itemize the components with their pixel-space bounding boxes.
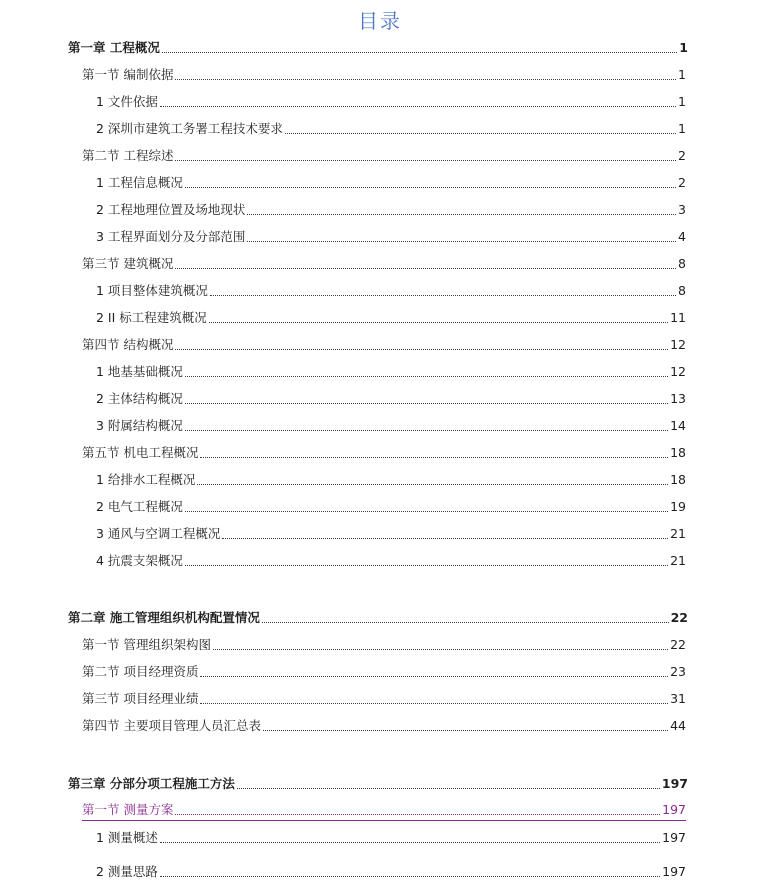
toc-entry-section[interactable]: [0, 689, 760, 709]
toc-entry-section-link[interactable]: [0, 801, 760, 821]
toc-page-number: 8: [678, 256, 686, 271]
toc-page-number: 11: [670, 310, 686, 325]
toc-label: 2 深圳市建筑工务署工程技术要求: [96, 121, 283, 136]
toc-entry-item[interactable]: [0, 524, 760, 544]
toc-leader: [222, 537, 668, 539]
toc-label: 1 地基基础概况: [96, 364, 183, 379]
toc-page-number: 2: [678, 148, 686, 163]
toc-entry-section[interactable]: [0, 716, 760, 736]
toc-label: 第二章 施工管理组织机构配置情况: [68, 610, 260, 625]
toc-leader: [209, 321, 668, 323]
toc-entry-section[interactable]: [0, 635, 760, 655]
toc-leader: [247, 213, 676, 215]
toc-label: 2 电气工程概况: [96, 499, 183, 514]
toc-leader: [175, 78, 676, 80]
toc-label: 2 测量思路: [96, 864, 158, 879]
toc-label: 第四节 结构概况: [82, 337, 174, 352]
toc-label: 2 II 标工程建筑概况: [96, 310, 207, 325]
toc-page-number: 21: [670, 526, 686, 541]
toc-entry-section[interactable]: [0, 662, 760, 682]
toc-page-number: 12: [670, 364, 686, 379]
toc-leader: [160, 875, 660, 877]
toc-entry-item[interactable]: [0, 828, 760, 848]
toc-label: 第一节 编制依据: [82, 67, 174, 82]
toc-entry-item[interactable]: [0, 308, 760, 328]
toc-leader: [237, 787, 660, 789]
toc-leader: [247, 240, 676, 242]
toc-leader: [185, 429, 668, 431]
toc-leader: [162, 51, 677, 53]
toc-leader: [185, 186, 676, 188]
toc-label: 第二节 工程综述: [82, 148, 174, 163]
toc-leader: [262, 621, 669, 623]
toc-label: 3 工程界面划分及分部范围: [96, 229, 246, 244]
toc-leader: [200, 456, 668, 458]
toc-leader: [197, 483, 668, 485]
toc-leader: [185, 402, 668, 404]
toc-leader: [175, 348, 668, 350]
toc-entry-item[interactable]: [0, 200, 760, 220]
toc-leader: [213, 648, 668, 650]
toc-entry-item[interactable]: [0, 551, 760, 571]
toc-page-number: 18: [670, 472, 686, 487]
toc-entry-section[interactable]: [0, 443, 760, 463]
toc-page-number: 22: [670, 610, 688, 625]
toc-label: 第三节 建筑概况: [82, 256, 174, 271]
toc-page-number: 18: [670, 445, 686, 460]
toc-label: 第三节 项目经理业绩: [82, 691, 199, 706]
toc-title: 目录: [358, 9, 402, 33]
toc-entry-item[interactable]: [0, 119, 760, 139]
toc-entry-section[interactable]: [0, 335, 760, 355]
toc-entry-chapter[interactable]: [0, 774, 760, 794]
toc-leader: [200, 675, 668, 677]
toc-label: 第五节 机电工程概况: [82, 445, 199, 460]
toc-entry-section[interactable]: [0, 65, 760, 85]
toc-label: 第三章 分部分项工程施工方法: [68, 776, 235, 791]
toc-leader: [175, 267, 676, 269]
toc-entry-item[interactable]: [0, 173, 760, 193]
toc-label: 第一章 工程概况: [68, 40, 160, 55]
toc-page-number: 197: [662, 802, 686, 817]
toc-leader: [160, 841, 660, 843]
toc-entry-item[interactable]: [0, 227, 760, 247]
toc-page-number: 4: [678, 229, 686, 244]
toc-page-number: 1: [679, 40, 688, 55]
toc-page-number: 44: [670, 718, 686, 733]
toc-page-number: 12: [670, 337, 686, 352]
toc-leader: [160, 105, 676, 107]
toc-label: 1 项目整体建筑概况: [96, 283, 208, 298]
toc-page-number: 197: [661, 776, 688, 791]
toc-leader: [185, 564, 668, 566]
toc-entry-item[interactable]: [0, 416, 760, 436]
toc-label: 2 工程地理位置及场地现状: [96, 202, 246, 217]
toc-page-number: 13: [670, 391, 686, 406]
toc-entry-chapter[interactable]: [0, 608, 760, 628]
toc-leader: [200, 702, 668, 704]
toc-page-number: 8: [678, 283, 686, 298]
toc-leader: [185, 375, 668, 377]
toc-leader: [210, 294, 676, 296]
toc-page-number: 23: [670, 664, 686, 679]
toc-label: 3 附属结构概况: [96, 418, 183, 433]
toc-leader: [185, 510, 668, 512]
toc-label: 2 主体结构概况: [96, 391, 183, 406]
toc-page-number: 21: [670, 553, 686, 568]
toc-page-number: 197: [662, 830, 686, 845]
toc-label: 1 工程信息概况: [96, 175, 183, 190]
toc-page-number: 2: [678, 175, 686, 190]
toc-page-number: 22: [670, 637, 686, 652]
toc-page-number: 197: [662, 864, 686, 879]
toc-page-number: 14: [670, 418, 686, 433]
toc-leader: [175, 159, 676, 161]
toc-entry-item[interactable]: [0, 281, 760, 301]
toc-label: 1 测量概述: [96, 830, 158, 845]
toc-label: 4 抗震支架概况: [96, 553, 183, 568]
toc-entry-item[interactable]: [0, 470, 760, 490]
toc-entry-item[interactable]: [0, 389, 760, 409]
toc-leader: [263, 729, 668, 731]
toc-leader: [175, 813, 660, 815]
toc-page-number: 3: [678, 202, 686, 217]
toc-page-number: 1: [678, 94, 686, 109]
toc-entry-item[interactable]: [0, 362, 760, 382]
toc-label: 第一节 管理组织架构图: [82, 637, 211, 652]
toc-leader: [285, 132, 676, 134]
toc-label: 1 给排水工程概况: [96, 472, 196, 487]
toc-label: 第四节 主要项目管理人员汇总表: [82, 718, 261, 733]
toc-entry-section[interactable]: [0, 146, 760, 166]
toc-entry-item[interactable]: [0, 862, 760, 882]
toc-entry-item[interactable]: [0, 497, 760, 517]
toc-page-number: 1: [678, 121, 686, 136]
toc-entry-item[interactable]: [0, 92, 760, 112]
toc-page-number: 31: [670, 691, 686, 706]
toc-entry-section[interactable]: [0, 254, 760, 274]
toc-label: 第一节 测量方案: [82, 802, 174, 817]
toc-page-number: 1: [678, 67, 686, 82]
toc-label: 3 通风与空调工程概况: [96, 526, 221, 541]
toc-label: 1 文件依据: [96, 94, 158, 109]
toc-entry-chapter[interactable]: [0, 38, 760, 58]
toc-label: 第二节 项目经理资质: [82, 664, 199, 679]
toc-page-number: 19: [670, 499, 686, 514]
